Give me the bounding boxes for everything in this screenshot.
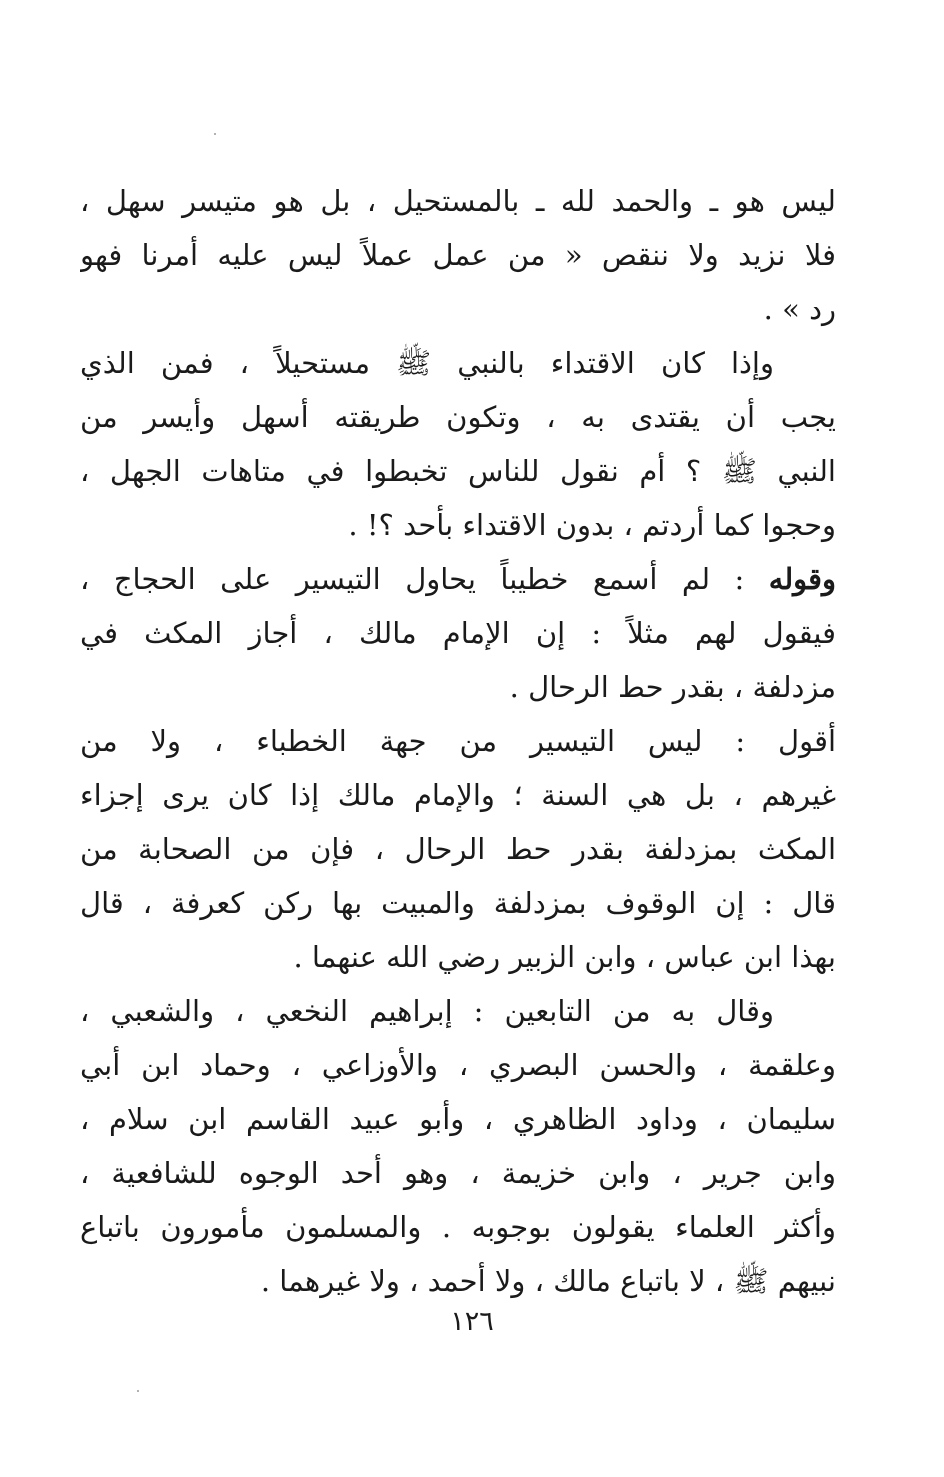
text-line: وقال به من التابعين : إبراهيم النخعي ، والشعبي ،: [80, 994, 774, 1028]
scan-speck: [137, 1390, 139, 1392]
text-line: بهذا ابن عباس ، وابن الزبير رضي الله عنهما .: [293, 940, 836, 974]
scan-speck: [214, 133, 216, 135]
text-line: سليمان ، وداود الظاهري ، وأبو عبيد القاسم ابن سلام ،: [80, 1102, 836, 1136]
text-line: مزدلفة ، بقدر حط الرحال .: [509, 670, 836, 704]
text-line: وأكثر العلماء يقولون بوجوبه . والمسلمون مأمورون باتباع: [80, 1210, 836, 1244]
text-line: وإذا كان الاقتداء بالنبي ﷺ مستحيلاً ، فمن الذي: [80, 346, 774, 380]
paragraph-3: [80, 552, 836, 714]
text-line: ليس هو ـ والحمد لله ـ بالمستحيل ، بل هو متيسر سهل ،: [80, 184, 836, 218]
paragraph-5: [80, 984, 836, 1308]
text-line: [80, 552, 836, 606]
page-number: ١٢٦: [450, 1306, 494, 1337]
text-line: رد » .: [763, 292, 836, 326]
text-line: غيرهم ، بل هي السنة ؛ والإمام مالك إذا كان يرى إجزاء: [80, 778, 836, 812]
text-line: وحجوا كما أردتم ، بدون الاقتداء بأحد ؟! .: [348, 508, 836, 542]
text-line: فيقول لهم مثلاً : إن الإمام مالك ، أجاز المكث في: [80, 616, 836, 650]
text-line: أقول : ليس التيسير من جهة الخطباء ، ولا من: [80, 724, 836, 758]
text-line-rest: : لم أسمع خطيباً يحاول التيسير على الحجاج ،: [80, 562, 769, 596]
paragraph-1: [80, 174, 836, 336]
text-line: قال : إن الوقوف بمزدلفة والمبيت بها ركن كعرفة ، قال: [80, 886, 836, 920]
text-line: نبيهم ﷺ ، لا باتباع مالك ، ولا أحمد ، ولا غيرهما .: [260, 1264, 836, 1298]
paragraph-2: [80, 336, 836, 552]
text-line: النبي ﷺ ؟ أم نقول للناس تخبطوا في متاهات الجهل ،: [80, 454, 836, 488]
paragraph-4: [80, 714, 836, 984]
body-text: [80, 174, 836, 1308]
text-line: المكث بمزدلفة بقدر حط الرحال ، فإن من الصحابة من: [80, 832, 836, 866]
text-line: وابن جرير ، وابن خزيمة ، وهو أحد الوجوه للشافعية ،: [80, 1156, 836, 1190]
text-line: فلا نزيد ولا ننقص « من عمل عملاً ليس عليه أمرنا فهو: [80, 238, 836, 272]
lead-word: وقوله: [768, 562, 836, 596]
text-line: يجب أن يقتدى به ، وتكون طريقته أسهل وأيسر من: [80, 400, 836, 434]
text-line: وعلقمة ، والحسن البصري ، والأوزاعي ، وحماد ابن أبي: [80, 1048, 836, 1082]
